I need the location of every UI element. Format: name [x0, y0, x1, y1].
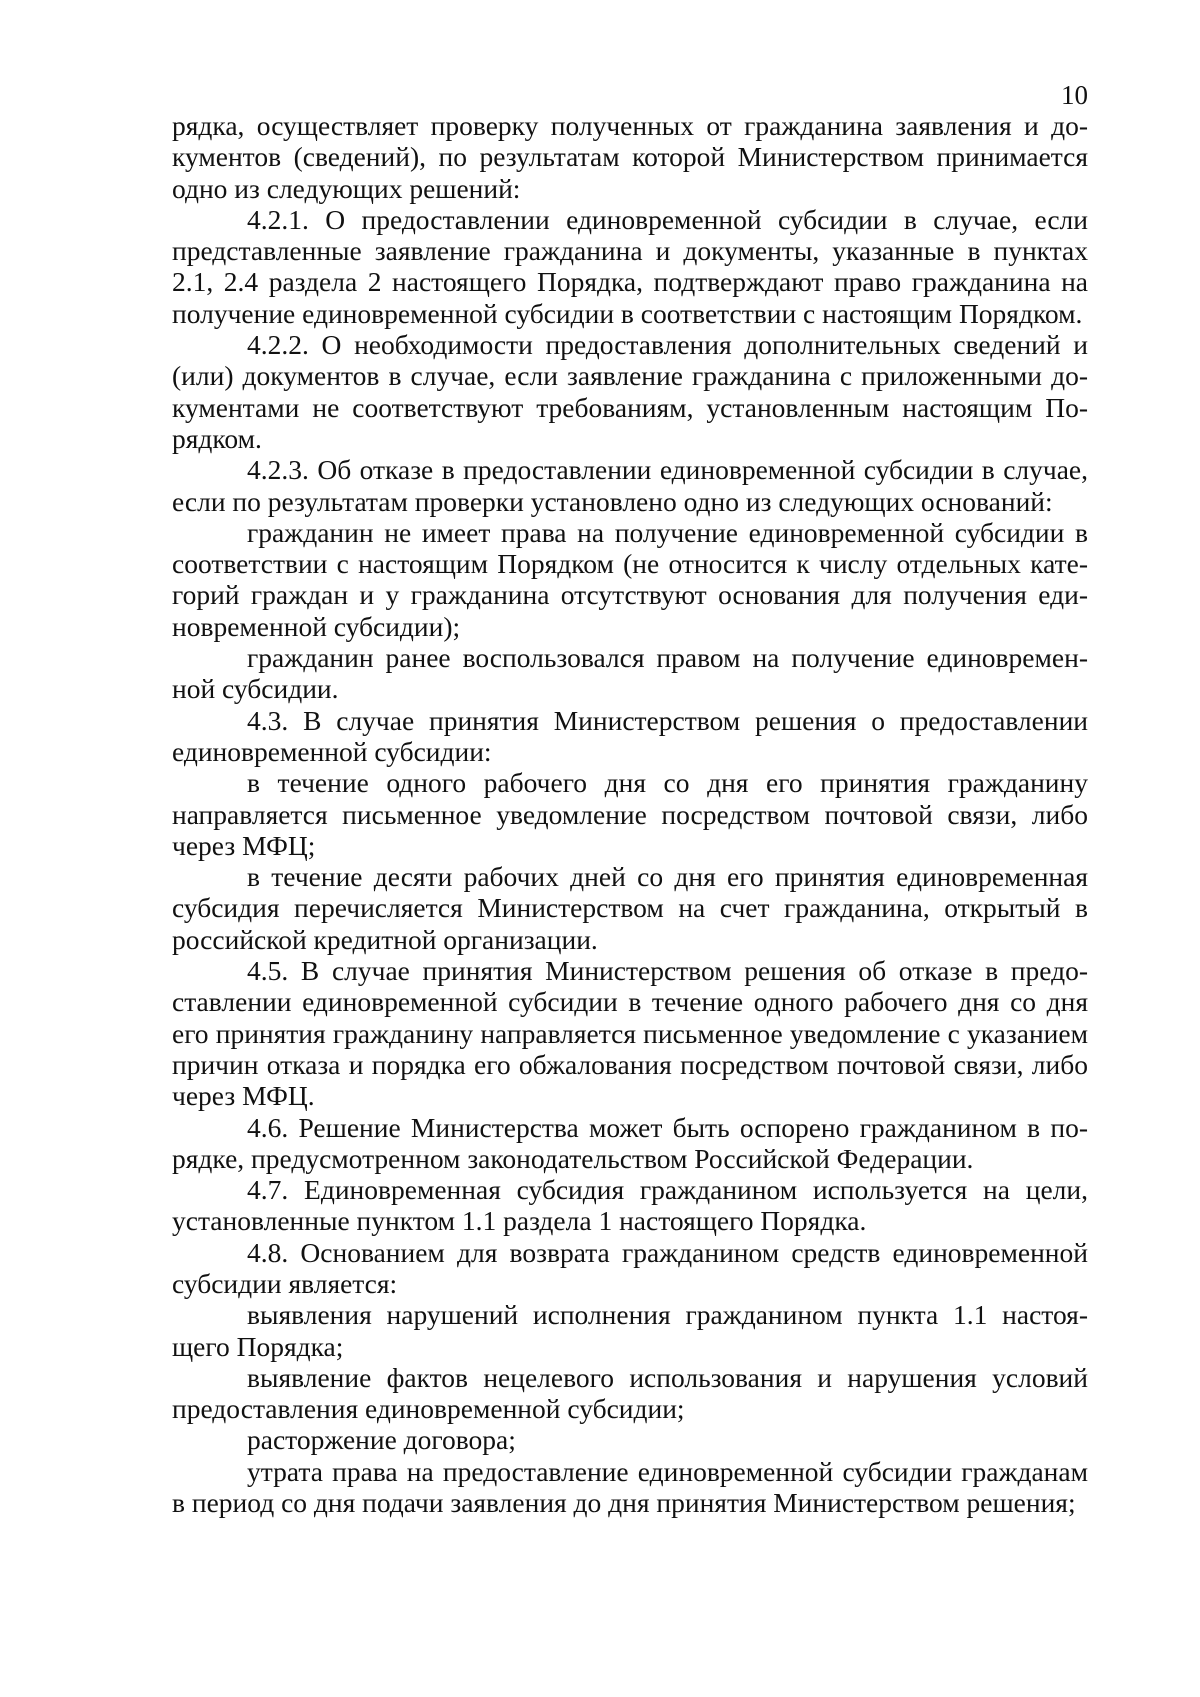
document-body: [172, 110, 1088, 1518]
paragraph-4-6: 4.6. Решение Министерства может быть оспорено гражданином в порядке, предусмотренном законодательством Российской Федерации.: [172, 1111, 1088, 1174]
paragraph-4-2-1: 4.2.1. О предоставлении единовременной субсидии в случае, если представленные заявление гражданина и документы, указанные в пунктах 2.1, 2.4 раздела 2 настоящего Порядка, подтверждают право гражданина на получение единовременной субсидии в соответствии с настоящим Порядком.: [172, 203, 1088, 329]
paragraph-4-3: 4.3. В случае принятия Министерством решения о предоставлении единовременной субсидии:: [172, 704, 1088, 767]
paragraph-return-ground-2: выявление фактов нецелевого использования и нарушения условий предоставления единовременной субсидии;: [172, 1361, 1088, 1425]
paragraph-notification: в течение одного рабочего дня со дня его принятия гражданину направляется письменное уведомление посредством почтовой связи, либо через МФЦ;: [172, 767, 1088, 861]
paragraph-4-2-2: 4.2.2. О необходимости предоставления дополнительных сведений и (или) документов в случае, если заявление гражданина с приложенными документами не соответствуют требованиям, установленным настоящим Порядком.: [172, 329, 1088, 454]
page-number: 10: [1061, 80, 1088, 110]
paragraph-transfer: в течение десяти рабочих дней со дня его принятия единовременная субсидия перечисляется Министерством на счет гражданина, открытый в российской кредитной организации.: [172, 861, 1088, 955]
paragraph-4-8: 4.8. Основанием для возврата гражданином средств единовременной субсидии является:: [172, 1236, 1088, 1299]
paragraph-4-2-3: 4.2.3. Об отказе в предоставлении единовременной субсидии в случае, если по результатам проверки установлено одно из следующих оснований:: [172, 454, 1088, 517]
paragraph-ground-used-before: гражданин ранее воспользовался правом на получение единовременной субсидии.: [172, 642, 1088, 705]
paragraph-return-ground-1: выявления нарушений исполнения гражданином пункта 1.1 настоящего Порядка;: [172, 1299, 1088, 1362]
paragraph-continuation: рядка, осуществляет проверку полученных от гражданина заявления и документов (сведений), по результатам которой Министерством принимается одно из следующих решений:: [172, 110, 1088, 204]
paragraph-return-ground-4: утрата права на предоставление единовременной субсидии гражданам в период со дня подачи заявления до дня принятия Министерством решения;: [172, 1455, 1088, 1519]
paragraph-ground-no-right: гражданин не имеет права на получение единовременной субсидии в соответствии с настоящим Порядком (не относится к числу отдельных категорий граждан и у гражданина отсутствуют основания для получения единовременной субсидии);: [172, 516, 1088, 642]
paragraph-return-ground-3: расторжение договора;: [247, 1424, 516, 1456]
paragraph-4-7: 4.7. Единовременная субсидия гражданином используется на цели, установленные пунктом 1.1 раздела 1 настоящего Порядка.: [172, 1174, 1088, 1237]
paragraph-4-5: 4.5. В случае принятия Министерством решения об отказе в предоставлении единовременной субсидии в течение одного рабочего дня со дня его принятия гражданину направляется письменное уведомление с указанием причин отказа и порядка его обжалования посредством почтовой связи, либо через МФЦ.: [172, 955, 1088, 1112]
